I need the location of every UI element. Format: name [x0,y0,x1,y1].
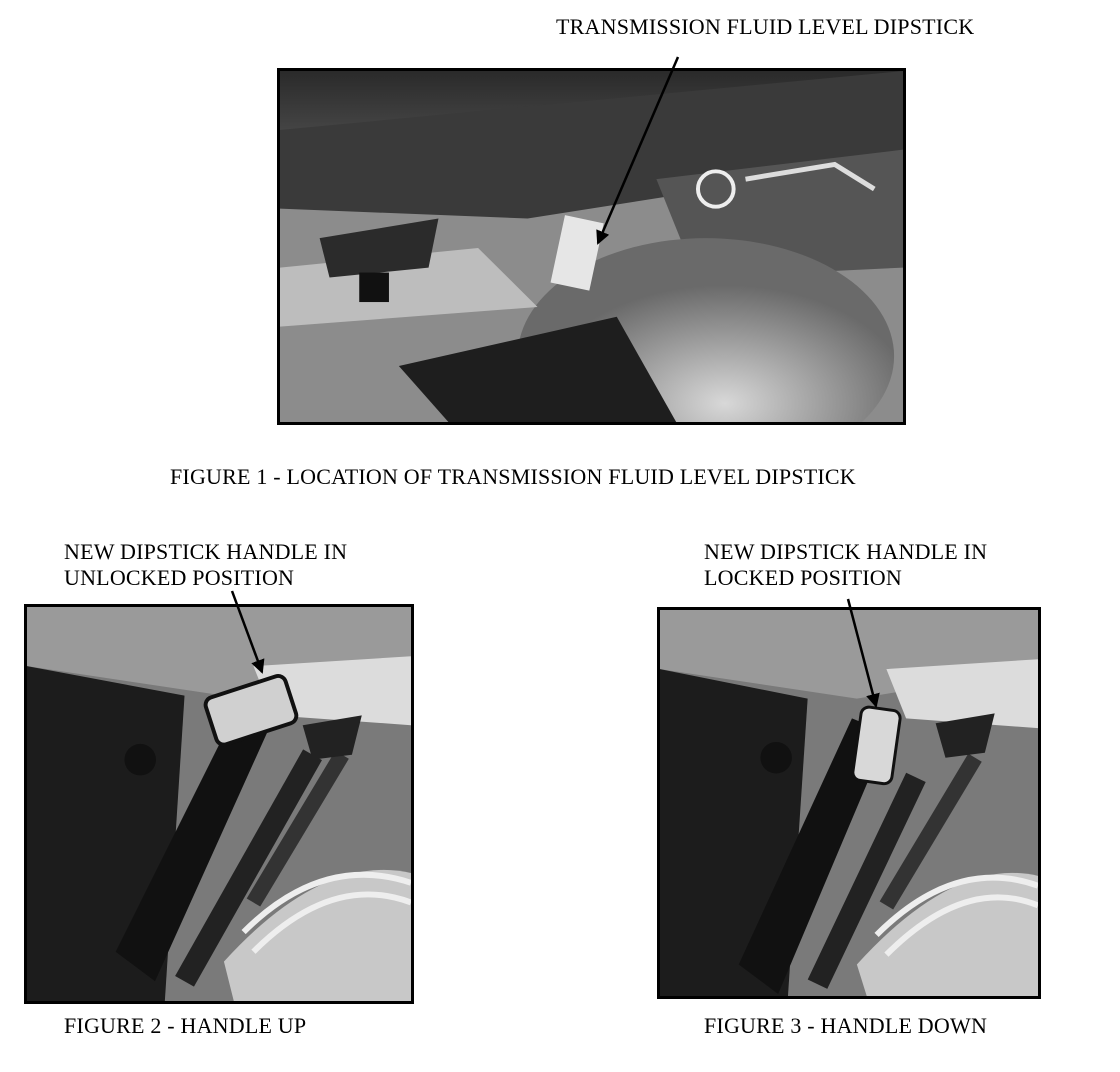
figure3-callout-label-line2: LOCKED POSITION [704,565,902,590]
figure2-callout-label-line1: NEW DIPSTICK HANDLE IN [64,539,348,564]
figure2-photo [24,604,414,1004]
figure3-callout-label-line1: NEW DIPSTICK HANDLE IN [704,539,988,564]
figure2-callout-label-line2: UNLOCKED POSITION [64,565,295,590]
figure1-caption: FIGURE 1 - LOCATION OF TRANSMISSION FLUID LEVEL DIPSTICK [170,464,856,489]
figure1-photo [277,68,906,425]
figure1-callout-label: TRANSMISSION FLUID LEVEL DIPSTICK [556,14,975,39]
figure2-caption: FIGURE 2 - HANDLE UP [64,1013,307,1038]
figure3-caption: FIGURE 3 - HANDLE DOWN [704,1013,988,1038]
figure3-photo [657,607,1041,999]
